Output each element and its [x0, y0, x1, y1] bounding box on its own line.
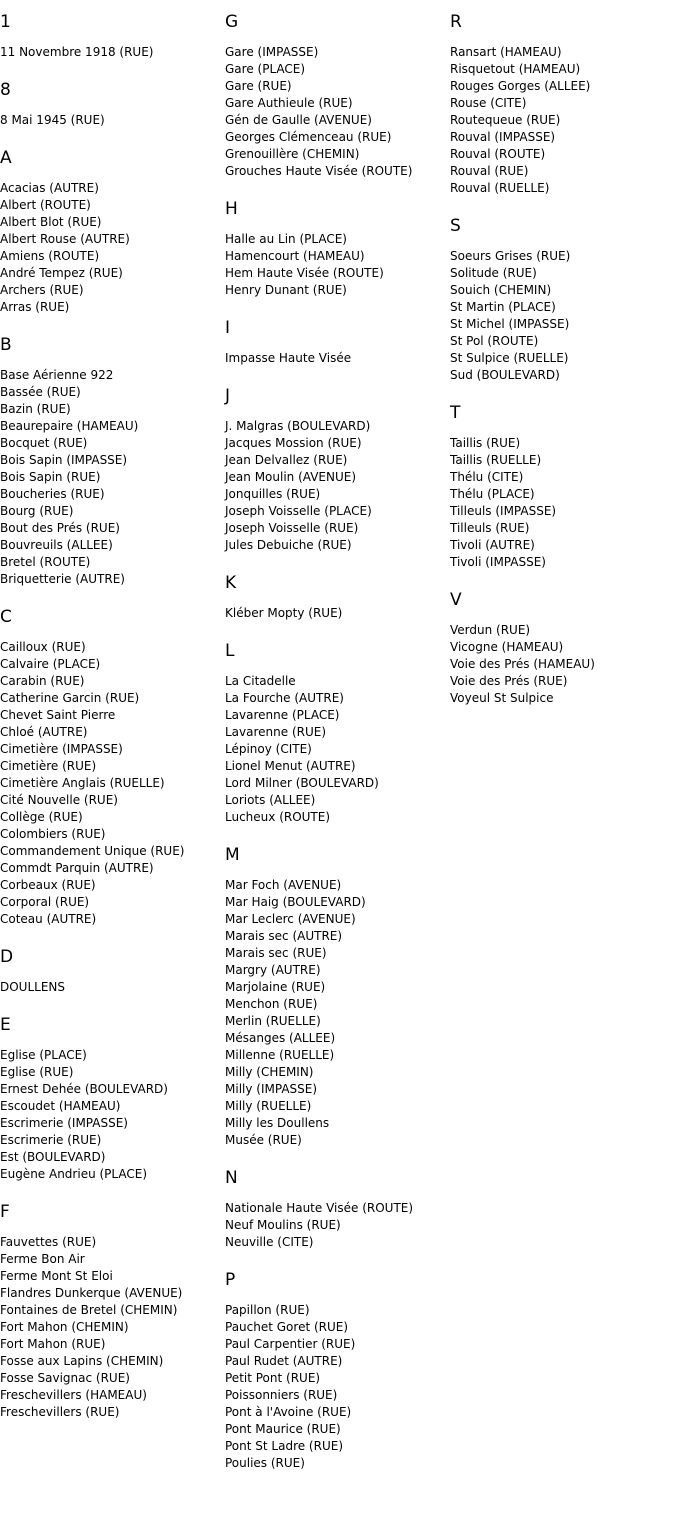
street-list	[225, 418, 445, 554]
street-link[interactable]: Paul Carpentier (RUE)	[225, 1337, 356, 1351]
street-link[interactable]: Tilleuls (IMPASSE)	[450, 504, 557, 518]
street-link[interactable]: Soeurs Grises (RUE)	[450, 249, 571, 263]
street-link[interactable]: Mésanges (ALLEE)	[225, 1031, 336, 1045]
street-list	[0, 639, 220, 928]
letter-heading: P	[225, 1270, 236, 1290]
letter-heading: S	[450, 216, 461, 236]
street-list	[225, 350, 445, 367]
street-link[interactable]: Rouval (RUELLE)	[450, 181, 550, 195]
street-link[interactable]: Routequeue (RUE)	[450, 113, 561, 127]
letter-heading: T	[450, 403, 461, 423]
letter-heading: J	[225, 386, 231, 406]
street-link[interactable]: Corporal (RUE)	[0, 895, 90, 909]
street-list	[0, 112, 220, 129]
street-link[interactable]: St Martin (PLACE)	[450, 300, 556, 314]
street-link[interactable]: Mar Leclerc (AVENUE)	[225, 912, 356, 926]
street-link[interactable]: Carabin (RUE)	[0, 674, 85, 688]
letter-group	[225, 318, 445, 367]
street-link[interactable]: St Michel (IMPASSE)	[450, 317, 570, 331]
street-link[interactable]: Collège (RUE)	[0, 810, 83, 824]
street-link[interactable]: Bourg (RUE)	[0, 504, 74, 518]
letter-group	[450, 216, 670, 384]
street-link[interactable]: Kléber Mopty (RUE)	[225, 606, 343, 620]
street-link[interactable]: Albert Blot (RUE)	[0, 215, 102, 229]
street-link[interactable]: Cité Nouvelle (RUE)	[0, 793, 118, 807]
letter-group	[450, 403, 670, 571]
street-link[interactable]: Pont à l'Avoine (RUE)	[225, 1405, 352, 1419]
street-link[interactable]: Fauvettes (RUE)	[0, 1235, 97, 1249]
letter-group	[225, 1270, 445, 1472]
street-link[interactable]: Georges Clémenceau (RUE)	[225, 130, 392, 144]
street-index-column-2	[225, 0, 445, 1491]
street-link[interactable]: Merlin (RUELLE)	[225, 1014, 321, 1028]
street-list	[0, 367, 220, 588]
street-link[interactable]: Risquetout (HAMEAU)	[450, 62, 581, 76]
street-link[interactable]: Marjolaine (RUE)	[225, 980, 326, 994]
street-link[interactable]: Bretel (ROUTE)	[0, 555, 91, 569]
street-list	[450, 248, 670, 384]
street-link[interactable]: Fosse Savignac (RUE)	[0, 1371, 130, 1385]
street-list	[225, 605, 445, 622]
street-link[interactable]: Corbeaux (RUE)	[0, 878, 96, 892]
street-link[interactable]: Ernest Dehée (BOULEVARD)	[0, 1082, 168, 1096]
street-link[interactable]: Base Aérienne 922	[0, 368, 114, 382]
street-link[interactable]: Fontaines de Bretel (CHEMIN)	[0, 1303, 178, 1317]
street-list	[225, 1200, 445, 1251]
street-link[interactable]: Rouval (RUE)	[450, 164, 529, 178]
street-link[interactable]: Bazin (RUE)	[0, 402, 71, 416]
street-index-column-3	[450, 0, 670, 726]
street-link[interactable]: Calvaire (PLACE)	[0, 657, 101, 671]
street-link[interactable]: Arras (RUE)	[0, 300, 70, 314]
letter-heading: F	[0, 1202, 10, 1222]
street-link[interactable]: Fosse aux Lapins (CHEMIN)	[0, 1354, 164, 1368]
street-link[interactable]: Lépinoy (CITE)	[225, 742, 312, 756]
street-link[interactable]: Jacques Mossion (RUE)	[225, 436, 362, 450]
street-link[interactable]: St Sulpice (RUELLE)	[450, 351, 569, 365]
letter-group	[225, 641, 445, 826]
street-link[interactable]: Fort Mahon (CHEMIN)	[0, 1320, 129, 1334]
letter-group	[225, 845, 445, 1149]
street-list	[225, 44, 445, 180]
street-link[interactable]: Souich (CHEMIN)	[450, 283, 552, 297]
street-link[interactable]: Eugène Andrieu (PLACE)	[0, 1167, 148, 1181]
street-link[interactable]: Gare Authieule (RUE)	[225, 96, 353, 110]
street-list	[450, 435, 670, 571]
street-link[interactable]: Bouvreuils (ALLEE)	[0, 538, 113, 552]
street-link[interactable]: Milly (CHEMIN)	[225, 1065, 314, 1079]
street-link[interactable]: Pont Maurice (RUE)	[225, 1422, 341, 1436]
street-link[interactable]: Amiens (ROUTE)	[0, 249, 100, 263]
street-link[interactable]: Millenne (RUELLE)	[225, 1048, 335, 1062]
letter-heading: N	[225, 1168, 238, 1188]
street-link[interactable]: Voie des Prés (RUE)	[450, 674, 568, 688]
street-link[interactable]: Poulies (RUE)	[225, 1456, 305, 1470]
letter-group	[0, 335, 220, 588]
street-link[interactable]: Archers (RUE)	[0, 283, 84, 297]
street-link[interactable]: Catherine Garcin (RUE)	[0, 691, 140, 705]
street-link[interactable]: Lavarenne (RUE)	[225, 725, 327, 739]
street-index-column-1	[0, 0, 220, 1440]
street-list	[0, 1234, 220, 1421]
street-link[interactable]: Voie des Prés (HAMEAU)	[450, 657, 595, 671]
street-link[interactable]: Jean Moulin (AVENUE)	[225, 470, 357, 484]
street-link[interactable]: Cimetière (IMPASSE)	[0, 742, 123, 756]
street-link[interactable]: Jean Delvallez (RUE)	[225, 453, 348, 467]
street-link[interactable]: Chevet Saint Pierre	[0, 708, 116, 722]
street-link[interactable]: La Citadelle	[225, 674, 296, 688]
letter-group	[225, 199, 445, 299]
street-link[interactable]: Milly (RUELLE)	[225, 1099, 312, 1113]
street-link[interactable]: Mar Foch (AVENUE)	[225, 878, 342, 892]
letter-group	[0, 947, 220, 996]
street-list	[225, 1302, 445, 1472]
street-link[interactable]: La Fourche (AUTRE)	[225, 691, 344, 705]
street-link[interactable]: Lord Milner (BOULEVARD)	[225, 776, 379, 790]
letter-group	[0, 1202, 220, 1421]
street-link[interactable]: André Tempez (RUE)	[0, 266, 123, 280]
street-link[interactable]: Fort Mahon (RUE)	[0, 1337, 106, 1351]
street-link[interactable]: Marais sec (AUTRE)	[225, 929, 343, 943]
street-link[interactable]: Voyeul St Sulpice	[450, 691, 554, 705]
letter-heading: I	[225, 318, 231, 338]
street-link[interactable]: Pont St Ladre (RUE)	[225, 1439, 344, 1453]
street-link[interactable]: Taillis (RUE)	[450, 436, 521, 450]
street-link[interactable]: Solitude (RUE)	[450, 266, 537, 280]
street-list	[450, 44, 670, 197]
street-link[interactable]: Musée (RUE)	[225, 1133, 302, 1147]
street-list	[225, 231, 445, 299]
street-link[interactable]: Gare (PLACE)	[225, 62, 306, 76]
street-link[interactable]: Acacias (AUTRE)	[0, 181, 99, 195]
letter-group	[450, 590, 670, 707]
street-link[interactable]: Jules Debuiche (RUE)	[225, 538, 352, 552]
street-link[interactable]: Colombiers (RUE)	[0, 827, 106, 841]
street-link[interactable]: Pauchet Goret (RUE)	[225, 1320, 349, 1334]
street-link[interactable]: Thélu (CITE)	[450, 470, 524, 484]
street-link[interactable]: Escoudet (HAMEAU)	[0, 1099, 121, 1113]
street-link[interactable]: Bois Sapin (IMPASSE)	[0, 453, 128, 467]
street-link[interactable]: Joseph Voisselle (PLACE)	[225, 504, 372, 518]
letter-group	[225, 386, 445, 554]
letter-group	[225, 1168, 445, 1251]
street-link[interactable]: Bout des Prés (RUE)	[0, 521, 120, 535]
street-link[interactable]: Joseph Voisselle (RUE)	[225, 521, 359, 535]
street-link[interactable]: Cimetière (RUE)	[0, 759, 97, 773]
street-list	[0, 979, 220, 996]
street-link[interactable]: Boucheries (RUE)	[0, 487, 105, 501]
street-link[interactable]: Commandement Unique (RUE)	[0, 844, 185, 858]
letter-heading: D	[0, 947, 14, 967]
letter-group	[0, 148, 220, 316]
street-list	[0, 1047, 220, 1183]
letter-group	[0, 1015, 220, 1183]
street-link[interactable]: Chloé (AUTRE)	[0, 725, 88, 739]
street-link[interactable]: Lavarenne (PLACE)	[225, 708, 340, 722]
street-list	[225, 673, 445, 826]
street-link[interactable]: Loriots (ALLEE)	[225, 793, 316, 807]
street-link[interactable]: Neuf Moulins (RUE)	[225, 1218, 341, 1232]
street-link[interactable]: Margry (AUTRE)	[225, 963, 321, 977]
street-link[interactable]: J. Malgras (BOULEVARD)	[225, 419, 371, 433]
street-link[interactable]: Milly (IMPASSE)	[225, 1082, 318, 1096]
street-link[interactable]: Hamencourt (HAMEAU)	[225, 249, 365, 263]
letter-group	[0, 607, 220, 928]
letter-heading: B	[0, 335, 12, 355]
street-link[interactable]: Ransart (HAMEAU)	[450, 45, 562, 59]
street-link[interactable]: Rouval (IMPASSE)	[450, 130, 556, 144]
letter-heading: M	[225, 845, 240, 865]
street-link[interactable]: Beaurepaire (HAMEAU)	[0, 419, 139, 433]
letter-heading: 8	[0, 80, 11, 100]
street-link[interactable]: Grouches Haute Visée (ROUTE)	[225, 164, 413, 178]
letter-heading: K	[225, 573, 237, 593]
street-link[interactable]: Bocquet (RUE)	[0, 436, 88, 450]
street-link[interactable]: Sud (BOULEVARD)	[450, 368, 560, 382]
street-link[interactable]: Cimetière Anglais (RUELLE)	[0, 776, 165, 790]
street-link[interactable]: Escrimerie (RUE)	[0, 1133, 102, 1147]
street-link[interactable]: Papillon (RUE)	[225, 1303, 310, 1317]
street-link[interactable]: 11 Novembre 1918 (RUE)	[0, 45, 154, 59]
letter-heading: 1	[0, 12, 11, 32]
letter-heading: G	[225, 12, 239, 32]
street-link[interactable]: Halle au Lin (PLACE)	[225, 232, 347, 246]
street-link[interactable]: Bois Sapin (RUE)	[0, 470, 101, 484]
street-link[interactable]: Albert Rouse (AUTRE)	[0, 232, 130, 246]
street-link[interactable]: Ferme Mont St Eloi	[0, 1269, 113, 1283]
street-list	[0, 44, 220, 61]
street-link[interactable]: Commdt Parquin (AUTRE)	[0, 861, 154, 875]
street-link[interactable]: Milly les Doullens	[225, 1116, 330, 1130]
street-link[interactable]: Tilleuls (RUE)	[450, 521, 530, 535]
street-link[interactable]: Grenouillère (CHEMIN)	[225, 147, 360, 161]
street-list	[450, 622, 670, 707]
street-link[interactable]: Rouval (ROUTE)	[450, 147, 546, 161]
street-link[interactable]: Eglise (PLACE)	[0, 1048, 87, 1062]
street-link[interactable]: Est (BOULEVARD)	[0, 1150, 106, 1164]
street-link[interactable]: Paul Rudet (AUTRE)	[225, 1354, 343, 1368]
street-link[interactable]: Briquetterie (AUTRE)	[0, 572, 125, 586]
letter-group	[225, 573, 445, 622]
street-link[interactable]: Thélu (PLACE)	[450, 487, 535, 501]
letter-heading: A	[0, 148, 12, 168]
letter-heading: V	[450, 590, 462, 610]
street-link[interactable]: Bassée (RUE)	[0, 385, 81, 399]
street-link[interactable]: Nationale Haute Visée (ROUTE)	[225, 1201, 414, 1215]
street-link[interactable]: Neuville (CITE)	[225, 1235, 314, 1249]
letter-group	[0, 12, 220, 61]
street-link[interactable]: Cailloux (RUE)	[0, 640, 86, 654]
street-link[interactable]: Tivoli (AUTRE)	[450, 538, 535, 552]
street-link[interactable]: Vicogne (HAMEAU)	[450, 640, 564, 654]
letter-group	[225, 12, 445, 180]
street-link[interactable]: Lionel Menut (AUTRE)	[225, 759, 356, 773]
street-link[interactable]: 8 Mai 1945 (RUE)	[0, 113, 105, 127]
street-list	[225, 877, 445, 1149]
street-link[interactable]: Hem Haute Visée (ROUTE)	[225, 266, 384, 280]
street-link[interactable]: Coteau (AUTRE)	[0, 912, 97, 926]
street-link[interactable]: Albert (ROUTE)	[0, 198, 91, 212]
street-list	[0, 180, 220, 316]
street-link[interactable]: DOULLENS	[0, 980, 66, 994]
letter-heading: R	[450, 12, 462, 32]
letter-heading: L	[225, 641, 235, 661]
street-link[interactable]: Rouse (CITE)	[450, 96, 527, 110]
street-link[interactable]: Tivoli (IMPASSE)	[450, 555, 546, 569]
street-link[interactable]: St Pol (ROUTE)	[450, 334, 539, 348]
street-link[interactable]: Jonquilles (RUE)	[225, 487, 321, 501]
street-link[interactable]: Henry Dunant (RUE)	[225, 283, 347, 297]
street-link[interactable]: Verdun (RUE)	[450, 623, 531, 637]
letter-heading: C	[0, 607, 12, 627]
street-link[interactable]: Flandres Dunkerque (AVENUE)	[0, 1286, 183, 1300]
letter-heading: E	[0, 1015, 11, 1035]
street-link[interactable]: Freschevillers (RUE)	[0, 1405, 120, 1419]
letter-heading: H	[225, 199, 238, 219]
street-link[interactable]: Ferme Bon Air	[0, 1252, 85, 1266]
street-link[interactable]: Lucheux (ROUTE)	[225, 810, 331, 824]
letter-group	[450, 12, 670, 197]
street-link[interactable]: Poissonniers (RUE)	[225, 1388, 338, 1402]
street-link[interactable]: Marais sec (RUE)	[225, 946, 327, 960]
street-link[interactable]: Petit Pont (RUE)	[225, 1371, 321, 1385]
street-link[interactable]: Rouges Gorges (ALLEE)	[450, 79, 591, 93]
street-link[interactable]: Gén de Gaulle (AVENUE)	[225, 113, 372, 127]
street-link[interactable]: Taillis (RUELLE)	[450, 453, 542, 467]
street-link[interactable]: Mar Haig (BOULEVARD)	[225, 895, 366, 909]
street-link[interactable]: Impasse Haute Visée	[225, 351, 352, 365]
street-link[interactable]: Gare (IMPASSE)	[225, 45, 319, 59]
street-link[interactable]: Escrimerie (IMPASSE)	[0, 1116, 128, 1130]
street-link[interactable]: Eglise (RUE)	[0, 1065, 74, 1079]
street-link[interactable]: Menchon (RUE)	[225, 997, 318, 1011]
street-link[interactable]: Freschevillers (HAMEAU)	[0, 1388, 147, 1402]
street-link[interactable]: Gare (RUE)	[225, 79, 292, 93]
letter-group	[0, 80, 220, 129]
